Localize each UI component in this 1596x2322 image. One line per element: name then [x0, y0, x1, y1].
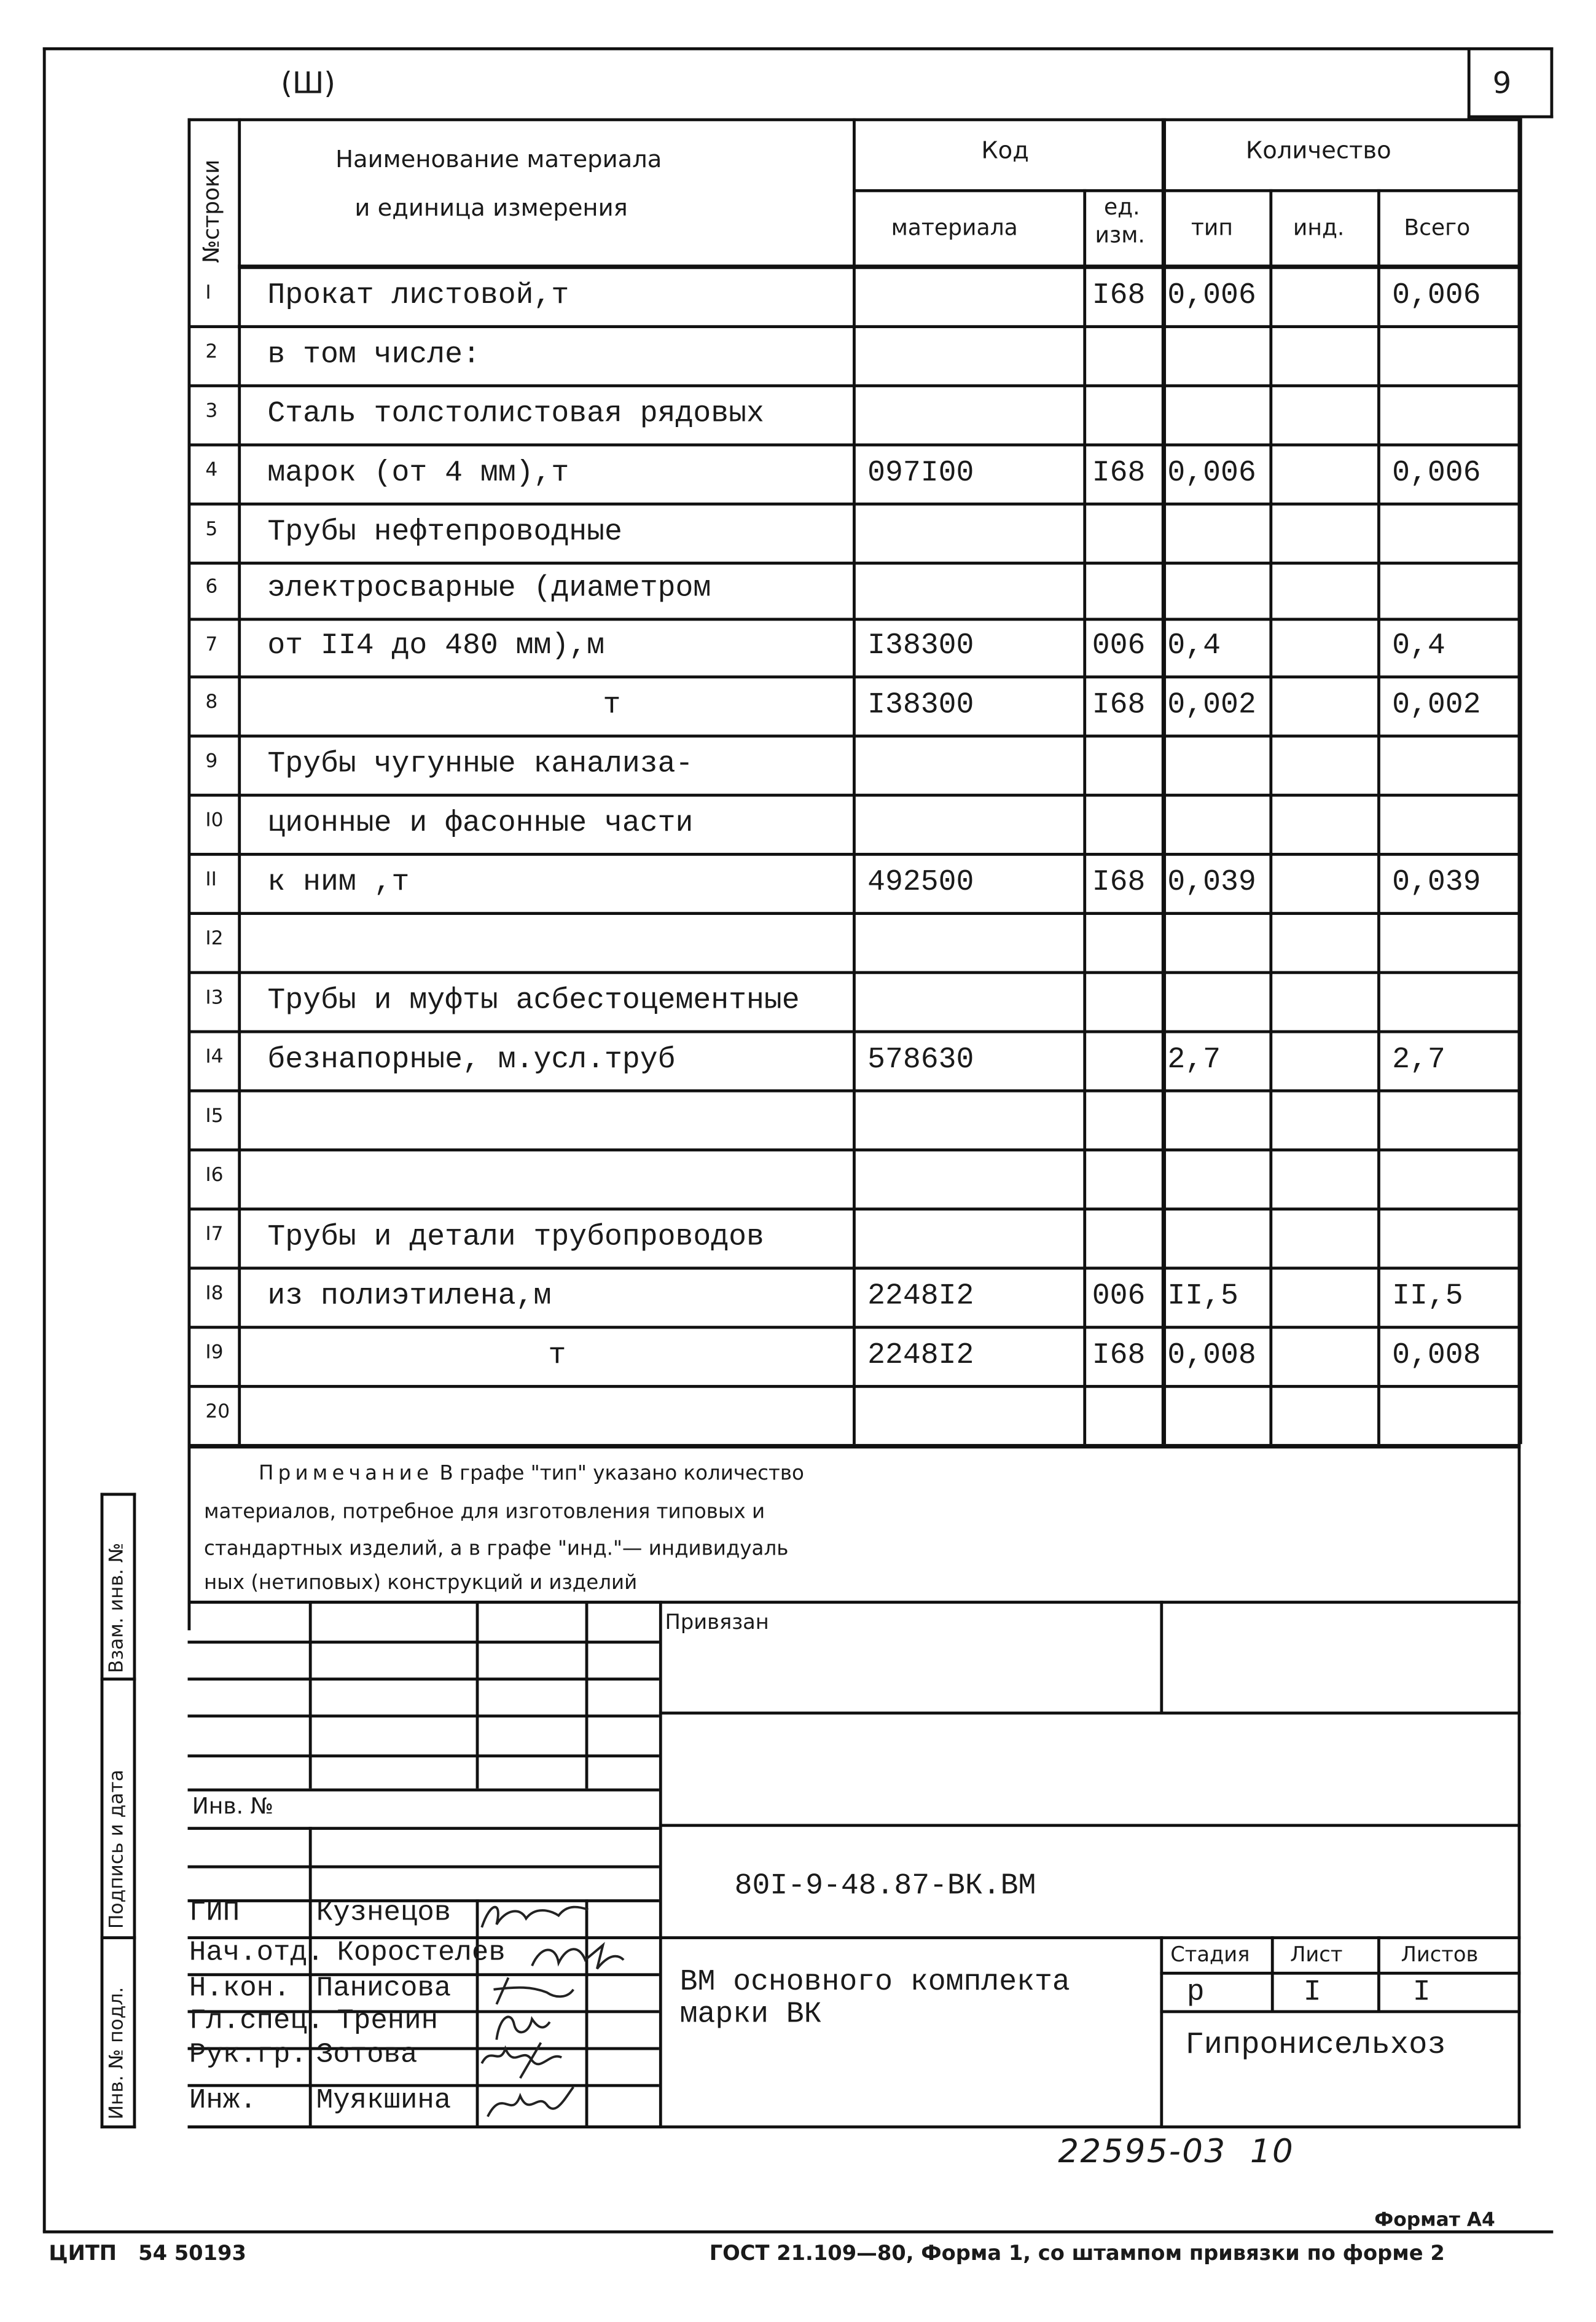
col-qty-ind-header: инд. — [1293, 214, 1345, 241]
table-row — [0, 1089, 1596, 1148]
stamp-line-stage-bottom — [1160, 2010, 1520, 2013]
stamp-left-col-1b — [309, 1827, 311, 2125]
stamp-left-row-line — [188, 1677, 659, 1680]
col-code-header: Код — [981, 136, 1029, 165]
page-number-box-left — [1468, 47, 1471, 118]
side-strip-left — [101, 1493, 104, 2128]
cell-name: Сталь толстолистовая рядовых — [267, 398, 764, 432]
cell-name: от II4 до 480 мм),м — [267, 629, 605, 664]
frame-bottom — [43, 2230, 1554, 2234]
col-qty-header: Количество — [1245, 136, 1391, 165]
signatory-name: Коростелев — [337, 1936, 506, 1969]
stamp-left-col-2a — [476, 1601, 479, 1788]
col-code-unit-header-1: ед. — [1103, 194, 1140, 221]
table-row — [0, 618, 1596, 675]
cell-type: 0,4 — [1167, 629, 1221, 664]
stamp-line-privyazan — [659, 1712, 1520, 1715]
row-number: 6 — [205, 576, 218, 599]
stamp-line-title-top — [659, 1936, 1520, 1939]
row-number: I8 — [205, 1282, 224, 1306]
cell-unit: I68 — [1092, 1339, 1146, 1373]
table-row — [0, 971, 1596, 1030]
side-strip-div-2 — [101, 1936, 136, 1939]
table-row — [0, 853, 1596, 912]
table-row — [0, 1267, 1596, 1326]
col-code-unit-header-2: изм. — [1095, 221, 1145, 249]
col-qty-type-header: тип — [1191, 214, 1233, 241]
cell-unit: I68 — [1092, 457, 1146, 491]
cell-unit: I68 — [1092, 279, 1146, 313]
side-strip-div-1 — [101, 1677, 136, 1681]
cell-total: 0,4 — [1392, 629, 1445, 664]
cell-name: Прокат листовой,т — [267, 279, 569, 313]
stamp-left-col-1a — [309, 1601, 311, 1788]
side-label-inv-podl: Инв. № подл. — [106, 1987, 129, 2120]
sheet-value: I — [1303, 1976, 1321, 2010]
table-bottom-line — [188, 1444, 1521, 1448]
table-row — [0, 675, 1596, 734]
cell-name: к ним ,т — [267, 866, 410, 900]
stamp-left-row-line — [188, 1789, 659, 1791]
cell-type: 0,002 — [1167, 688, 1256, 723]
cell-type: 2,7 — [1167, 1043, 1221, 1078]
privyazan-label: Привязан — [665, 1610, 769, 1635]
cell-unit: 006 — [1092, 629, 1146, 664]
row-number: 5 — [205, 519, 218, 541]
section-mark: (Ш) — [281, 65, 336, 101]
side-strip-top — [101, 1493, 136, 1496]
stamp-left-row-line — [188, 1754, 659, 1757]
cell-name: безнапорные, м.усл.труб — [267, 1043, 676, 1078]
side-label-podpis: Подпись и дата — [106, 1770, 129, 1929]
cell-name: в том числе: — [267, 338, 480, 373]
cell-total: 0,002 — [1392, 688, 1481, 723]
cell-total: 0,008 — [1392, 1339, 1481, 1373]
signatory-role: Нач.отд. — [189, 1936, 324, 1969]
table-row — [0, 266, 1596, 325]
note-line-3: стандартных изделий, а в графе "инд."— индивидуаль — [203, 1537, 789, 1561]
cell-code: I38300 — [867, 629, 974, 664]
note-text-1: В графе "тип" указано количество — [439, 1462, 804, 1486]
signature-muyakshina — [482, 2078, 579, 2125]
stamp-left-row-line — [188, 2125, 659, 2128]
format-label: Формат А4 — [1374, 2210, 1495, 2232]
side-strip-right — [133, 1493, 136, 2128]
cell-type: 0,006 — [1167, 457, 1256, 491]
cell-code: I38300 — [867, 688, 974, 723]
table-row — [0, 1030, 1596, 1089]
row-number: I9 — [205, 1342, 224, 1365]
table-row — [0, 794, 1596, 853]
col-row-number-header: №строки — [198, 159, 225, 264]
cell-type: 0,008 — [1167, 1339, 1256, 1373]
row-number: I — [205, 282, 211, 305]
table-row — [0, 444, 1596, 503]
row-number: 2 — [205, 341, 218, 364]
cell-total: 0,006 — [1392, 457, 1481, 491]
cell-total: 2,7 — [1392, 1043, 1445, 1078]
signatory-name: Панисова — [316, 1971, 452, 2004]
table-row — [0, 325, 1596, 384]
row-number: I4 — [205, 1046, 224, 1069]
side-strip-bottom — [101, 2125, 136, 2128]
signatory-role: Инж. — [189, 2084, 257, 2117]
signatory-role: ГИП — [189, 1896, 240, 1929]
row-number: 7 — [205, 633, 218, 656]
doc-code: 80I-9-48.87-ВК.ВМ — [734, 1869, 1036, 1904]
signatory-name: Кузнецов — [316, 1896, 452, 1929]
page-number: 9 — [1492, 65, 1512, 101]
row-number: I5 — [205, 1105, 224, 1128]
row-number: 4 — [205, 460, 218, 482]
cell-code: 2248I2 — [867, 1339, 974, 1373]
stage-value: р — [1186, 1976, 1205, 2010]
footer-left: ЦИТП 54 50193 — [49, 2242, 246, 2266]
note-label: Примечание — [258, 1462, 434, 1486]
signatory-role: Рук.гр. — [189, 2038, 307, 2071]
note-line-4: ных (нетиповых) конструкций и изделий — [203, 1571, 638, 1595]
stamp-col-main — [659, 1601, 662, 2128]
row-number: 3 — [205, 400, 218, 423]
row-number: I0 — [205, 810, 224, 833]
cell-name: т — [603, 688, 621, 723]
cell-total: 0,006 — [1392, 279, 1481, 313]
stamp-left-row-line — [188, 1601, 659, 1603]
frame-right-top — [1550, 47, 1553, 118]
signatory-name: Муякшина — [316, 2084, 452, 2117]
table-row — [0, 384, 1596, 443]
signature-zotova — [476, 2037, 574, 2081]
signatory-name: Тренин — [337, 2004, 439, 2037]
stamp-left-row-line — [188, 1641, 659, 1643]
table-row — [0, 735, 1596, 794]
org-name: Гипронисельхоз — [1185, 2029, 1446, 2064]
signatory-role: Гл.спец. — [189, 2004, 324, 2037]
row-number: I2 — [205, 928, 224, 951]
cell-name: Трубы и детали трубопроводов — [267, 1220, 764, 1255]
row-number: 8 — [205, 691, 218, 714]
stamp-left-row-line — [188, 1865, 659, 1868]
cell-name: Трубы и муфты асбестоцементные — [267, 984, 800, 1019]
row-number: 20 — [205, 1401, 230, 1424]
side-label-vzam: Взам. инв. № — [106, 1542, 129, 1674]
doc-title-2: марки ВК — [679, 1998, 822, 2033]
frame-top — [43, 47, 1554, 50]
col-qty-total-header: Всего — [1404, 214, 1471, 241]
table-row — [0, 912, 1596, 971]
cell-unit: I68 — [1092, 866, 1146, 900]
stamp-line-stage-mid — [1160, 1972, 1520, 1974]
stamp-left-col-3a — [585, 1601, 588, 1788]
signature-korostelev — [526, 1936, 629, 1975]
note-line-2: материалов, потребное для изготовления типовых и — [203, 1500, 765, 1524]
row-number: I3 — [205, 987, 224, 1010]
table-row — [0, 562, 1596, 618]
cell-code: 097I00 — [867, 457, 974, 491]
cell-name: Трубы нефтепроводные — [267, 516, 622, 550]
table-row — [0, 1207, 1596, 1266]
cell-type: II,5 — [1167, 1280, 1238, 1314]
stamp-col-stage — [1160, 1936, 1163, 2128]
table-row — [0, 1326, 1596, 1385]
cell-name: ционные и фасонные части — [267, 807, 694, 841]
cell-total: II,5 — [1392, 1280, 1463, 1314]
cell-name: из полиэтилена,м — [267, 1280, 552, 1314]
cell-name: т — [548, 1339, 566, 1373]
cell-unit: I68 — [1092, 688, 1146, 723]
cell-type: 0,006 — [1167, 279, 1256, 313]
footer-right: ГОСТ 21.109—80, Форма 1, со штампом привязки по форме 2 — [709, 2242, 1445, 2266]
table-row — [0, 1385, 1596, 1444]
header-mid-line — [853, 189, 1520, 192]
stamp-left-row-line — [188, 1827, 659, 1829]
stamp-left-row-line — [188, 1714, 659, 1717]
col-code-material-header: материала — [891, 214, 1018, 241]
stamp-col-privyazan — [1160, 1601, 1163, 1713]
col-name-header-2: и единица измерения — [354, 194, 628, 222]
cell-code: 492500 — [867, 866, 974, 900]
col-name-header-1: Наименование материала — [335, 144, 662, 173]
cell-total: 0,039 — [1392, 866, 1481, 900]
stamp-line-code-top — [659, 1824, 1520, 1827]
table-row — [0, 1148, 1596, 1207]
cell-name: марок (от 4 мм),т — [267, 457, 569, 491]
handwritten-number: 22595-03 10 — [1058, 2134, 1295, 2171]
signature-kuznetsov — [476, 1895, 594, 1936]
sheets-label: Листов — [1401, 1943, 1479, 1967]
note-line-1 — [259, 1456, 804, 1492]
cell-unit: 006 — [1092, 1280, 1146, 1314]
table-row — [0, 503, 1596, 562]
cell-code: 2248I2 — [867, 1280, 974, 1314]
inv-no-label: Инв. № — [192, 1792, 274, 1820]
sheet-label: Лист — [1290, 1943, 1343, 1967]
signatory-name: Зотова — [316, 2038, 418, 2071]
sheets-value: I — [1412, 1976, 1431, 2010]
row-number: II — [205, 869, 217, 892]
cell-name: Трубы чугунные канализа- — [267, 748, 694, 782]
signatory-role: Н.кон. — [189, 1971, 291, 2004]
cell-code: 578630 — [867, 1043, 974, 1078]
doc-title-1: ВМ основного комплекта — [679, 1966, 1070, 2000]
row-number: I7 — [205, 1223, 224, 1246]
row-number: 9 — [205, 750, 218, 774]
stage-label: Стадия — [1170, 1943, 1250, 1967]
cell-type: 0,039 — [1167, 866, 1256, 900]
cell-name: электросварные (диаметром — [267, 571, 711, 606]
row-number: I6 — [205, 1164, 224, 1187]
